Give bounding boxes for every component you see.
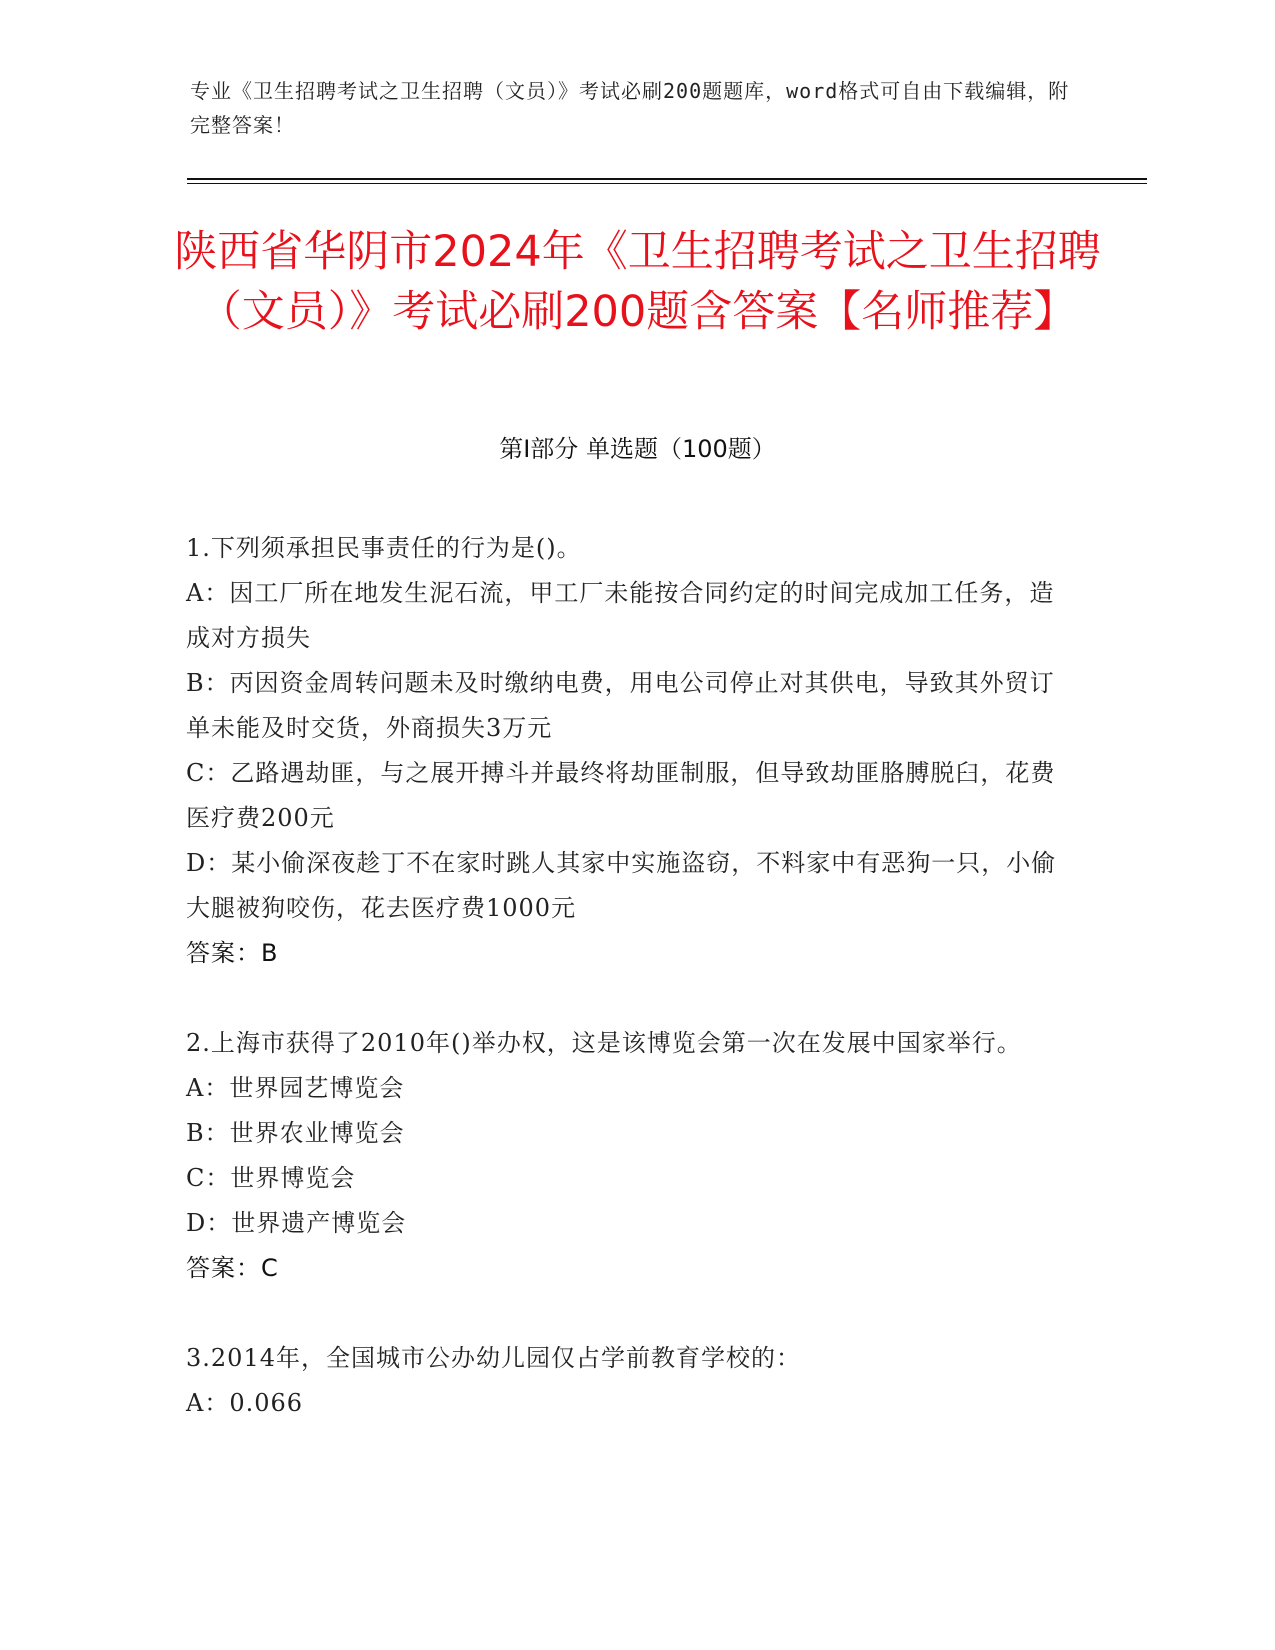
option-a: A：0.066: [186, 1389, 304, 1417]
option-d: D：某小偷深夜趁丁不在家时跳人其家中实施盗窃，不料家中有恶狗一只，小偷大腿被狗咬伤，花去医疗费1000元: [186, 849, 1057, 922]
question-spacer: [186, 1291, 1076, 1336]
answer-text: 答案：C: [186, 1254, 279, 1282]
question-3: [186, 1336, 1076, 1426]
header-divider-thin: [187, 183, 1147, 184]
document-title: 陕西省华阴市2024年《卫生招聘考试之卫生招聘（文员）》考试必刷200题含答案【名师推荐】: [174, 227, 1101, 337]
header-note: 专业《卫生招聘考试之卫生招聘（文员）》考试必刷200题题库，word格式可自由下载编辑，附完整答案！: [190, 79, 1070, 137]
answer-text: 答案：B: [186, 939, 279, 967]
option-c: C：世界博览会: [186, 1164, 356, 1192]
option-d: D：世界遗产博览会: [186, 1209, 407, 1237]
question-stem: 3.2014年，全国城市公办幼儿园仅占学前教育学校的：: [186, 1344, 801, 1372]
question-list: [186, 526, 1076, 1426]
question-1: [186, 526, 1076, 976]
option-b: B：丙因资金周转问题未及时缴纳电费，用电公司停止对其供电，导致其外贸订单未能及时交货，外商损失3万元: [186, 669, 1055, 742]
question-stem: 1.下列须承担民事责任的行为是()。: [186, 534, 582, 562]
option-c: C：乙路遇劫匪，与之展开搏斗并最终将劫匪制服，但导致劫匪胳膊脱臼，花费医疗费200元: [186, 759, 1056, 832]
question-stem: 2.上海市获得了2010年()举办权，这是该博览会第一次在发展中国家举行。: [186, 1029, 1022, 1057]
section-heading: 第Ⅰ部分 单选题（100题）: [499, 435, 776, 463]
question-2: [186, 1021, 1076, 1291]
option-b: B：世界农业博览会: [186, 1119, 405, 1147]
header-divider-thick: [187, 178, 1147, 180]
question-spacer: [186, 976, 1076, 1021]
option-a: A：因工厂所在地发生泥石流，甲工厂未能按合同约定的时间完成加工任务，造成对方损失: [186, 579, 1055, 652]
option-a: A：世界园艺博览会: [186, 1074, 405, 1102]
